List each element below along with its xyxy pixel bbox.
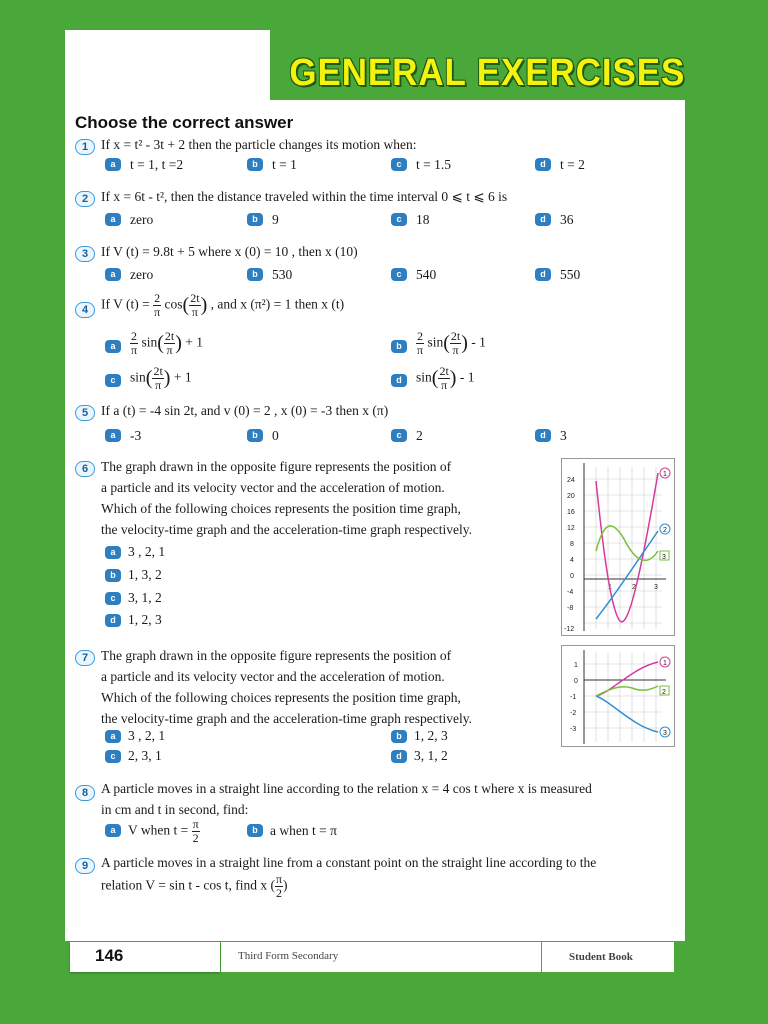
- footer-center-box: [221, 942, 541, 972]
- q2-option-c[interactable]: 18: [416, 212, 430, 227]
- q7-label-3: 3: [663, 730, 667, 737]
- q7-curve-2: [596, 696, 658, 732]
- q6-ytick-1: 20: [567, 493, 575, 500]
- footer-page-box: [70, 942, 220, 972]
- q7-option-b-badge: b: [391, 730, 407, 743]
- question-1-text: If x = t² - 3t + 2 then the particle changes its motion when:: [101, 137, 417, 152]
- q6-option-b-badge: b: [105, 569, 121, 582]
- question-number-4: 4: [75, 302, 95, 318]
- q4-option-c[interactable]: sin( $\frac{2t}{\pi}$ ) + 1: [130, 364, 192, 392]
- title-banner: [270, 22, 685, 100]
- q2-option-a[interactable]: zero: [130, 212, 154, 227]
- question-number-3: 3: [75, 246, 95, 262]
- question-number-8: 8: [75, 785, 95, 801]
- q6-ytick-3: 12: [567, 525, 575, 532]
- page-number: 146: [95, 946, 124, 965]
- q6-option-a-badge: a: [105, 546, 121, 559]
- q1-option-c-badge: c: [391, 158, 407, 171]
- q5-option-a[interactable]: -3: [130, 428, 142, 443]
- q2-option-d[interactable]: 36: [560, 212, 574, 227]
- question-8-text: A particle moves in a straight line according to the relation x = 4 cos t where x is measured in cm and t in second, find:: [101, 781, 592, 817]
- footer-edition: Student Book: [569, 951, 633, 963]
- q5-option-d[interactable]: 3: [560, 428, 567, 443]
- q1-option-d[interactable]: t = 2: [560, 157, 585, 172]
- question-number-6: 6: [75, 461, 95, 477]
- q5-option-b[interactable]: 0: [272, 428, 279, 443]
- q7-ytick-1: 0: [574, 678, 578, 685]
- q7-ytick-0: 1: [574, 662, 578, 669]
- q6-ytick-8: -8: [567, 605, 574, 612]
- q6-ytick-5: 4: [570, 557, 574, 564]
- q4-option-b-badge: b: [391, 340, 407, 353]
- q3-option-b-badge: b: [247, 268, 263, 281]
- q4-option-d-badge: d: [391, 374, 407, 387]
- q5-option-b-badge: b: [247, 429, 263, 442]
- q6-option-c[interactable]: 3, 1, 2: [128, 590, 162, 605]
- q7-option-d[interactable]: 3, 1, 2: [414, 748, 448, 763]
- q2-option-a-badge: a: [105, 213, 121, 226]
- q1-option-a-badge: a: [105, 158, 121, 171]
- question-5-text: If a (t) = -4 sin 2t, and v (0) = 2 , x (0) = -3 then x (π): [101, 403, 389, 418]
- q1-option-a[interactable]: t = 1, t =2: [130, 157, 184, 172]
- question-7-text: The graph drawn in the opposite figure represents the position of a particle and its velocity vector and the acceleration of motion. Which of the following choices represents the position time graph, the velocity-time graph and the acceleration-time graph respectively.: [101, 648, 472, 726]
- q7-option-b[interactable]: 1, 2, 3: [414, 728, 448, 743]
- q7-ytick-3: -2: [570, 710, 577, 717]
- q7-graph-svg: [562, 646, 674, 746]
- q2-option-b-badge: b: [247, 213, 263, 226]
- q5-option-c-badge: c: [391, 429, 407, 442]
- question-4-text: If V (t) = $\frac{2}{\pi}$ cos( $\frac{2t}{\pi}$ ) , and x (π²) = 1 then x (t): [101, 291, 345, 319]
- q7-ytick-2: -1: [570, 694, 577, 701]
- q7-ytick-4: -3: [570, 726, 577, 733]
- q3-option-b[interactable]: 530: [272, 267, 293, 282]
- question-9-text: A particle moves in a straight line from a constant point on the straight line according to the relation V = sin t - cos t, find x ( $\frac{\pi}{2}$ ): [101, 855, 597, 900]
- q6-ytick-9: -12: [564, 626, 575, 633]
- q4-option-a-badge: a: [105, 340, 121, 353]
- q4-option-d[interactable]: sin( $\frac{2t}{\pi}$ ) - 1: [416, 364, 475, 392]
- q6-option-a[interactable]: 3 , 2, 1: [128, 544, 166, 559]
- q1-option-b-badge: b: [247, 158, 263, 171]
- q6-ytick-7: -4: [567, 589, 574, 596]
- q7-graph: [561, 645, 675, 747]
- q6-label-3: 3: [662, 554, 666, 561]
- q8-option-a-badge: a: [105, 824, 121, 837]
- q3-option-c-badge: c: [391, 268, 407, 281]
- q6-xtick-2: 2: [632, 584, 636, 591]
- q6-label-1: 1: [663, 471, 667, 478]
- q3-option-a[interactable]: zero: [130, 267, 154, 282]
- footer-book-title: Third Form Secondary: [238, 950, 339, 962]
- q7-option-c-badge: c: [105, 750, 121, 763]
- q6-option-d[interactable]: 1, 2, 3: [128, 612, 162, 627]
- q5-option-d-badge: d: [535, 429, 551, 442]
- question-6-text: The graph drawn in the opposite figure represents the position of a particle and its velocity vector and the acceleration of motion. Which of the following choices represents the position time graph, the velocity-time graph and the acceleration-time graph respectively.: [101, 459, 472, 537]
- q6-option-c-badge: c: [105, 592, 121, 605]
- q6-graph-svg: [562, 459, 674, 635]
- q6-xtick-1: 1: [608, 584, 612, 591]
- q4-option-a[interactable]: $\frac{2}{\pi}$ sin( $\frac{2t}{\pi}$ ) + 1: [131, 329, 204, 357]
- q5-option-a-badge: a: [105, 429, 121, 442]
- q7-label-2: 2: [662, 689, 666, 696]
- question-number-9: 9: [75, 858, 95, 874]
- q3-option-c[interactable]: 540: [416, 267, 437, 282]
- section-heading: Choose the correct answer: [75, 113, 294, 132]
- q2-option-c-badge: c: [391, 213, 407, 226]
- q4-option-b[interactable]: $\frac{2}{\pi}$ sin( $\frac{2t}{\pi}$ ) - 1: [417, 329, 486, 357]
- q2-option-b[interactable]: 9: [272, 212, 279, 227]
- question-3-text: If V (t) = 9.8t + 5 where x (0) = 10 , then x (10): [101, 244, 358, 259]
- q8-option-b-badge: b: [247, 824, 263, 837]
- q7-option-d-badge: d: [391, 750, 407, 763]
- question-number-7: 7: [75, 650, 95, 666]
- q1-option-b[interactable]: t = 1: [272, 157, 297, 172]
- q1-option-d-badge: d: [535, 158, 551, 171]
- q7-option-a[interactable]: 3 , 2, 1: [128, 728, 166, 743]
- q7-curve-3: [596, 686, 658, 696]
- q3-option-a-badge: a: [105, 268, 121, 281]
- question-number-5: 5: [75, 405, 95, 421]
- q1-option-c[interactable]: t = 1.5: [416, 157, 451, 172]
- q8-option-a[interactable]: V when t = $\frac{\pi}{2}$: [128, 817, 199, 845]
- footer-right-box: [542, 942, 674, 972]
- q6-label-2: 2: [663, 527, 667, 534]
- q6-ytick-0: 24: [567, 477, 575, 484]
- q5-option-c[interactable]: 2: [416, 428, 423, 443]
- q3-option-d[interactable]: 550: [560, 267, 581, 282]
- q6-ytick-2: 16: [567, 509, 575, 516]
- q6-xtick-3: 3: [654, 584, 658, 591]
- q7-option-c[interactable]: 2, 3, 1: [128, 748, 162, 763]
- q7-option-a-badge: a: [105, 730, 121, 743]
- q3-option-d-badge: d: [535, 268, 551, 281]
- q7-label-1: 1: [663, 660, 667, 667]
- question-number-2: 2: [75, 191, 95, 207]
- q6-graph: [561, 458, 675, 636]
- q6-ytick-4: 8: [570, 541, 574, 548]
- question-2-text: If x = 6t - t², then the distance traveled within the time interval 0 ⩽ t ⩽ 6 is: [101, 189, 508, 204]
- q6-option-d-badge: d: [105, 614, 121, 627]
- q6-option-b[interactable]: 1, 3, 2: [128, 567, 162, 582]
- q2-option-d-badge: d: [535, 213, 551, 226]
- page-title: GENERAL EXERCISES: [289, 52, 685, 94]
- q8-option-b[interactable]: a when t = π: [270, 823, 337, 838]
- question-number-1: 1: [75, 139, 95, 155]
- q4-option-c-badge: c: [105, 374, 121, 387]
- q6-curve-1: [596, 473, 658, 622]
- q6-ytick-6: 0: [570, 573, 574, 580]
